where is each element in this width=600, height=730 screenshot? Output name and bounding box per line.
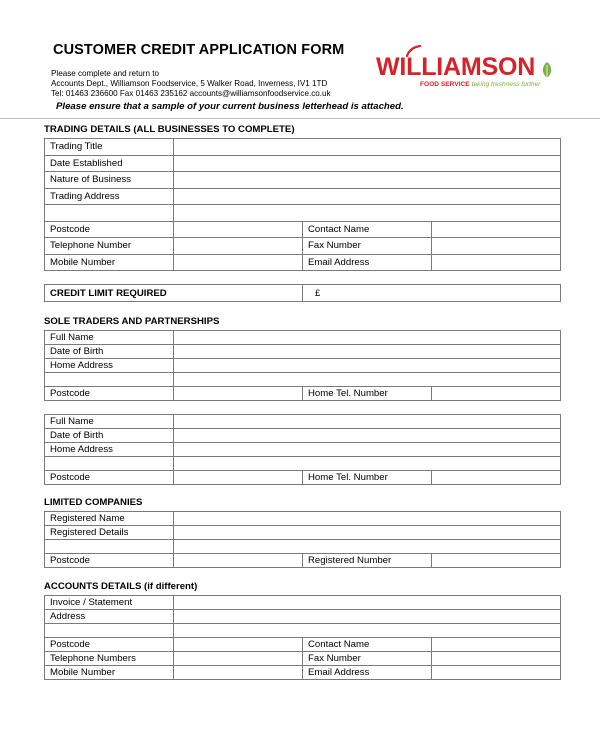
postcode-label: Postcode: [45, 387, 174, 401]
limited-companies-heading: LIMITED COMPANIES: [44, 497, 143, 508]
home-address-label: Home Address: [45, 359, 174, 373]
limited-companies-table: [44, 511, 561, 568]
email-address-label: Email Address: [303, 666, 432, 680]
date-of-birth-field[interactable]: [174, 429, 561, 443]
address-line2-field[interactable]: [174, 624, 561, 638]
intro-line: Please complete and return to: [51, 69, 159, 78]
postcode-label: Postcode: [45, 638, 174, 652]
home-tel-label: Home Tel. Number: [303, 471, 432, 485]
date-established-field[interactable]: [174, 155, 561, 172]
email-address-label: Email Address: [303, 254, 432, 271]
postcode-label: Postcode: [45, 471, 174, 485]
registered-details-label: Registered Details: [45, 526, 174, 540]
fax-number-field[interactable]: [432, 238, 561, 255]
accounts-details-table: [44, 595, 561, 680]
full-name-field[interactable]: [174, 331, 561, 345]
postcode-label: Postcode: [45, 554, 174, 568]
leaf-icon: [540, 61, 554, 79]
fax-number-field[interactable]: [432, 652, 561, 666]
registered-number-label: Registered Number: [303, 554, 432, 568]
home-address-label: Home Address: [45, 443, 174, 457]
postcode-field[interactable]: [174, 221, 303, 238]
invoice-statement-field[interactable]: [174, 596, 561, 610]
home-address-line2-field[interactable]: [174, 373, 561, 387]
address-field[interactable]: [174, 610, 561, 624]
date-established-label: Date Established: [45, 155, 174, 172]
sole-trader-2-table: [44, 414, 561, 485]
blank-label-cell: [45, 540, 174, 554]
contact-name-label: Contact Name: [303, 221, 432, 238]
date-of-birth-field[interactable]: [174, 345, 561, 359]
home-tel-field[interactable]: [432, 471, 561, 485]
credit-limit-field[interactable]: [303, 285, 561, 302]
currency-symbol: £: [315, 287, 321, 299]
credit-limit-label: CREDIT LIMIT REQUIRED: [45, 285, 303, 302]
full-name-label: Full Name: [45, 415, 174, 429]
telephone-numbers-label: Telephone Numbers: [45, 652, 174, 666]
mobile-number-field[interactable]: [174, 254, 303, 271]
postcode-field[interactable]: [174, 554, 303, 568]
mobile-number-label: Mobile Number: [45, 666, 174, 680]
trading-address-label: Trading Address: [45, 188, 174, 205]
mobile-number-label: Mobile Number: [45, 254, 174, 271]
email-address-field[interactable]: [432, 666, 561, 680]
williamson-logo: [376, 47, 566, 95]
date-of-birth-label: Date of Birth: [45, 345, 174, 359]
trading-details-heading: TRADING DETAILS (ALL BUSINESSES TO COMPLETE): [44, 124, 295, 135]
trading-details-table: [44, 138, 561, 271]
blank-label-cell: [45, 205, 174, 222]
telephone-numbers-field[interactable]: [174, 652, 303, 666]
full-name-field[interactable]: [174, 415, 561, 429]
nature-of-business-field[interactable]: [174, 172, 561, 189]
date-of-birth-label: Date of Birth: [45, 429, 174, 443]
intro-line: Accounts Dept., Williamson Foodservice, 5 Walker Road, Inverness, IV1 1TD: [51, 79, 328, 89]
postcode-field[interactable]: [174, 471, 303, 485]
nature-of-business-label: Nature of Business: [45, 172, 174, 189]
logo-tagline: [420, 81, 540, 88]
registered-number-field[interactable]: [432, 554, 561, 568]
sole-trader-1-table: [44, 330, 561, 401]
blank-label-cell: [45, 373, 174, 387]
blank-label-cell: [45, 624, 174, 638]
logo-slogan: taking freshness further: [471, 81, 541, 88]
registered-name-label: Registered Name: [45, 512, 174, 526]
letterhead-notice: Please ensure that a sample of your current business letterhead is attached.: [56, 101, 404, 112]
return-instructions: [51, 69, 331, 100]
postcode-field[interactable]: [174, 387, 303, 401]
logo-food-service: FOOD SERVICE: [420, 81, 470, 88]
home-tel-field[interactable]: [432, 387, 561, 401]
trading-address-line2-field[interactable]: [174, 205, 561, 222]
sole-traders-heading: SOLE TRADERS AND PARTNERSHIPS: [44, 316, 220, 327]
registered-details-field[interactable]: [174, 526, 561, 540]
accounts-details-heading: ACCOUNTS DETAILS (if different): [44, 581, 198, 592]
postcode-field[interactable]: [174, 638, 303, 652]
address-label: Address: [45, 610, 174, 624]
registered-name-field[interactable]: [174, 512, 561, 526]
trading-title-field[interactable]: [174, 139, 561, 156]
contact-name-field[interactable]: [432, 221, 561, 238]
mobile-number-field[interactable]: [174, 666, 303, 680]
fax-number-label: Fax Number: [303, 652, 432, 666]
full-name-label: Full Name: [45, 331, 174, 345]
form-title: CUSTOMER CREDIT APPLICATION FORM: [53, 42, 345, 58]
email-address-field[interactable]: [432, 254, 561, 271]
invoice-statement-label: Invoice / Statement: [45, 596, 174, 610]
home-address-field[interactable]: [174, 359, 561, 373]
blank-label-cell: [45, 457, 174, 471]
divider: [0, 118, 600, 119]
registered-details-line2-field[interactable]: [174, 540, 561, 554]
telephone-number-label: Telephone Number: [45, 238, 174, 255]
trading-address-field[interactable]: [174, 188, 561, 205]
fax-number-label: Fax Number: [303, 238, 432, 255]
trading-title-label: Trading Title: [45, 139, 174, 156]
logo-wordmark: WILLIAMSON: [376, 53, 536, 81]
intro-line: Tel: 01463 236600 Fax 01463 235162 accounts@williamsonfoodservice.co.uk: [51, 89, 331, 99]
credit-limit-table: [44, 284, 561, 302]
home-address-field[interactable]: [174, 443, 561, 457]
contact-name-label: Contact Name: [303, 638, 432, 652]
home-address-line2-field[interactable]: [174, 457, 561, 471]
contact-name-field[interactable]: [432, 638, 561, 652]
telephone-number-field[interactable]: [174, 238, 303, 255]
postcode-label: Postcode: [45, 221, 174, 238]
home-tel-label: Home Tel. Number: [303, 387, 432, 401]
